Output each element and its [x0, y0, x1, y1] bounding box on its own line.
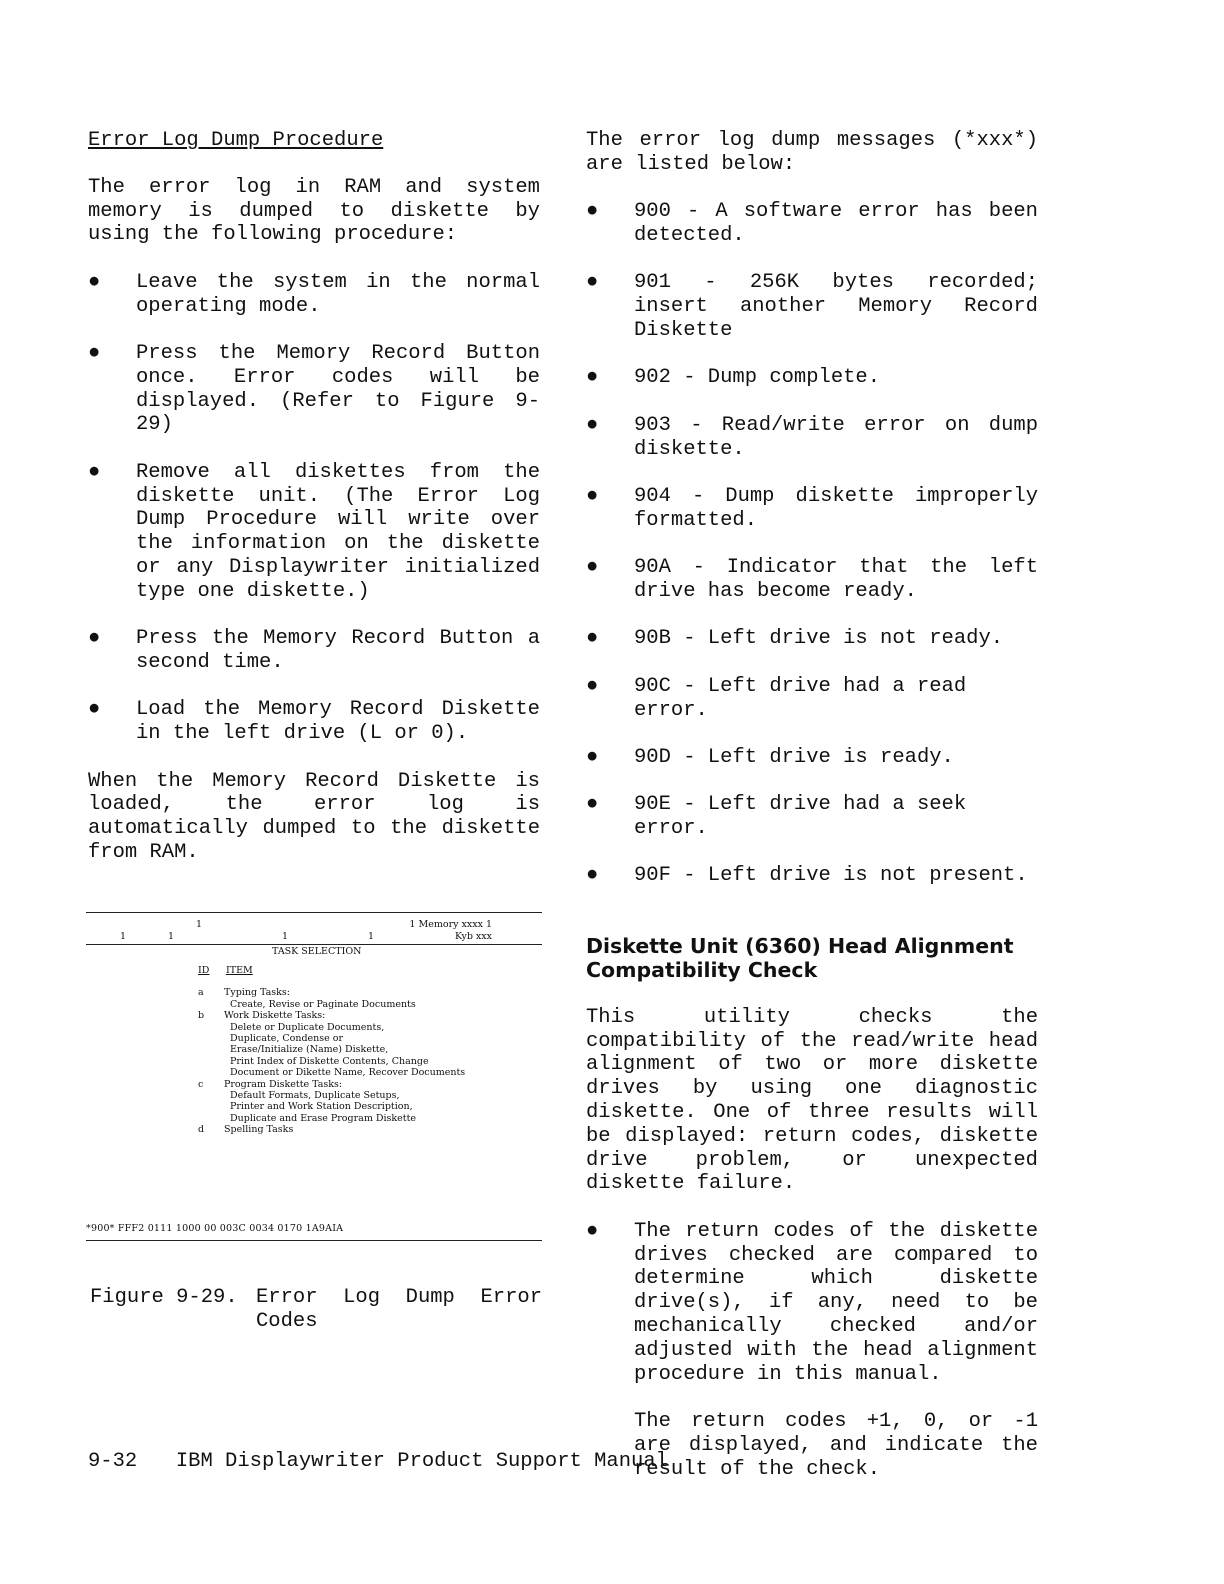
message-item: ● 904 - Dump diskette improperly formatted. [586, 484, 1038, 532]
bullet-icon: ● [586, 484, 599, 508]
section-bullet-followup: The return codes +1, 0, or -1 are displayed, and indicate the result of the check. [634, 1410, 1038, 1481]
page-number: 9-32 [88, 1450, 138, 1473]
message-item: ● 900 - A software error has been detected. [586, 200, 1038, 247]
bullet-icon: ● [88, 270, 101, 294]
bullet-icon: ● [88, 627, 101, 651]
screen-bottom-rule [86, 1240, 542, 1241]
procedure-step: ● Press the Memory Record Button once. Error codes will be displayed. (Refer to Figure 9-29) [88, 341, 540, 437]
page-footer [88, 1450, 668, 1474]
figure-caption [90, 1286, 542, 1334]
bullet-icon: ● [88, 341, 101, 365]
figure-caption-text: Error Log Dump Error Codes [256, 1286, 542, 1333]
screen-status-memory: 1 Memory xxxx 1 [409, 919, 492, 930]
procedure-step: ● Press the Memory Record Button a second time. [88, 627, 540, 674]
section-intro: This utility checks the compatibility of the read/write head alignment of two or more diskette drives by using one diagnostic diskette. One of three results will be displayed: return codes, diskette drive problem, or unexpected diskette failure. [586, 1005, 1038, 1196]
screen-task-item[interactable]: b Work Diskette Tasks: Delete or Duplicate Documents, Duplicate, Condense or Erase/Initialize (Name) Diskette, Print Index of Diskette Contents, Change Document or Dikette Name, Recover Documents [198, 1010, 466, 1079]
footer-title: IBM Displaywriter Product Support Manual [175, 1450, 668, 1473]
section-title: Diskette Unit (6360) Head Alignment Compatibility Check [586, 934, 1014, 983]
message-item: ● 901 - 256K bytes recorded; insert another Memory Record Diskette [586, 271, 1038, 342]
procedure-heading: Error Log Dump Procedure [88, 129, 384, 152]
message-item: ● 90F - Left drive is not present. [586, 864, 1028, 888]
screen-marker: 1 [196, 919, 203, 930]
bullet-icon: ● [586, 413, 599, 437]
figure-task-selection-screen [86, 912, 542, 1234]
screen-task-item[interactable]: d Spelling Tasks [198, 1124, 294, 1136]
screen-marker: 1 [282, 931, 289, 942]
message-item: ● 90E - Left drive had a seek error. [586, 793, 967, 841]
figure-caption-label: Figure 9-29. [90, 1286, 238, 1309]
screen-marker: 1 [168, 931, 175, 942]
messages-intro: The error log dump messages (*xxx*) are listed below: [586, 129, 1038, 176]
right-column [586, 129, 1038, 1481]
screen-col-id: ID [198, 965, 210, 977]
bullet-icon: ● [586, 745, 599, 769]
message-item: ● 90C - Left drive had a read error. [586, 674, 967, 722]
bullet-icon: ● [586, 200, 599, 224]
bullet-icon: ● [586, 793, 599, 817]
section-bullet: ● The return codes of the diskette drives checked are compared to determine which diskette drive(s), if any, need to be mechanically checked and/or adjusted with the head alignment procedure in this manual. The return codes +1, 0, or -1 are displayed, and indicate the result of the check. [586, 1219, 1038, 1481]
procedure-step: ● Remove all diskettes from the diskette unit. (The Error Log Dump Procedure will write over the information on the diskette or any Displaywriter initialized type one diskette.) [88, 460, 540, 603]
message-item: ● 90A - Indicator that the left drive has become ready. [586, 556, 1038, 603]
bullet-icon: ● [586, 271, 599, 295]
bullet-icon: ● [586, 556, 599, 580]
message-item: ● 90B - Left drive is not ready. [586, 627, 1004, 651]
procedure-intro: The error log in RAM and system memory is dumped to diskette by using the following procedure: [88, 175, 540, 247]
screen-col-item: ITEM [226, 965, 253, 977]
bullet-icon: ● [88, 460, 101, 484]
procedure-step: ● Leave the system in the normal operating mode. [88, 270, 540, 318]
bullet-icon: ● [586, 1219, 599, 1243]
screen-title: TASK SELECTION [272, 946, 362, 957]
screen-task-item[interactable]: a Typing Tasks: Create, Revise or Paginate Documents [198, 987, 416, 1010]
bullet-icon: ● [88, 698, 101, 722]
screen-task-item[interactable]: c Program Diskette Tasks: Default Formats, Duplicate Setups, Printer and Work Station Description, Duplicate and Erase Program Diskette [198, 1078, 417, 1124]
message-item: ● 903 - Read/write error on dump diskette. [586, 413, 1038, 461]
screen-status-kyb: Kyb xxx [454, 931, 492, 942]
screen-error-line: *900* FFF2 0111 1000 00 003C 0034 0170 1A9AIA [86, 1223, 344, 1234]
screen-marker: 1 [368, 931, 375, 942]
screen-task-list [86, 987, 542, 1135]
bullet-icon: ● [586, 864, 599, 888]
screen-marker: 1 [120, 931, 127, 942]
left-column [88, 129, 540, 865]
bullet-icon: ● [586, 366, 599, 390]
bullet-icon: ● [586, 674, 599, 698]
bullet-icon: ● [586, 627, 599, 651]
message-item: ● 902 - Dump complete. [586, 366, 881, 390]
procedure-step: ● Load the Memory Record Diskette in the left drive (L or 0). [88, 698, 540, 746]
procedure-closing: When the Memory Record Diskette is loaded, the error log is automatically dumped to the diskette from RAM. [88, 769, 540, 864]
message-item: ● 90D - Left drive is ready. [586, 745, 954, 769]
